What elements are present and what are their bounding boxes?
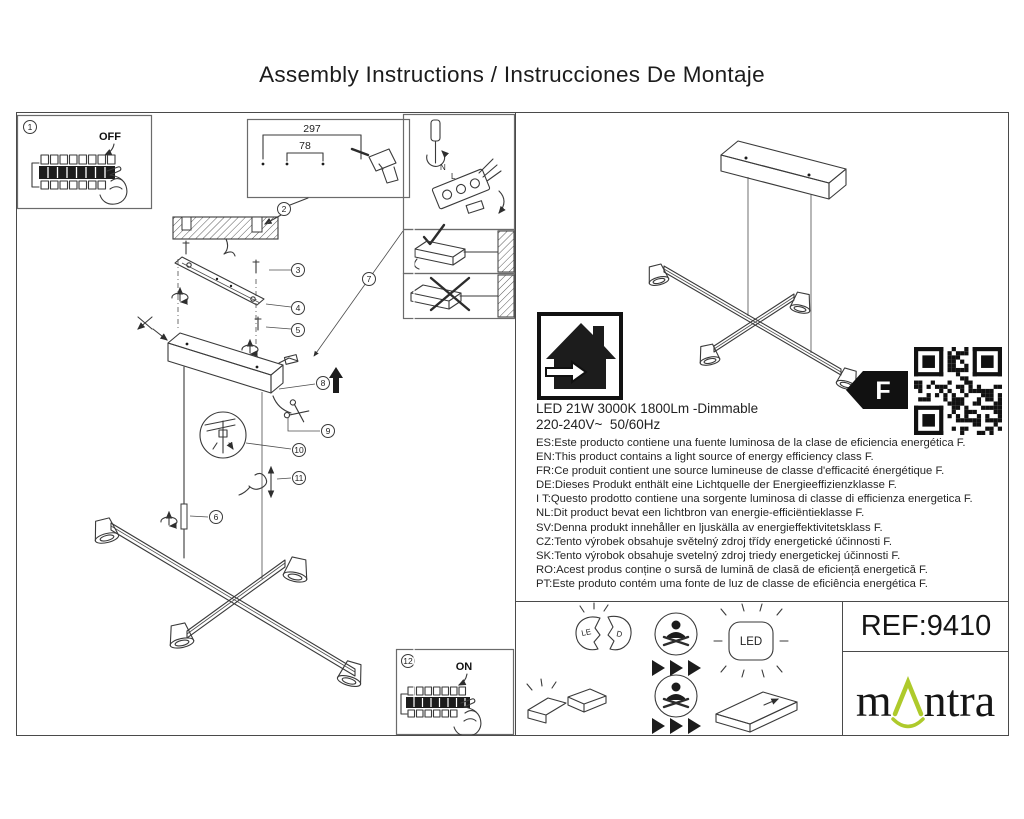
- drill-icon: [352, 149, 398, 183]
- service-icons-art: [516, 602, 842, 735]
- svg-text:3: 3: [295, 265, 301, 275]
- neutral-label: N: [440, 163, 446, 172]
- ref-box: [842, 601, 1009, 651]
- lang-line-de: DE:Dieses Produkt enthält eine Lichtquelle der Energieeffizienzklasse F.: [536, 479, 897, 492]
- brand-box: [842, 651, 1008, 735]
- outer-dimension: 297: [303, 123, 321, 135]
- svg-text:D: D: [615, 629, 624, 640]
- svg-text:8: 8: [320, 378, 326, 388]
- cable-clamp: [466, 201, 484, 214]
- spec-voltage: 220-240V~ 50/60Hz: [536, 417, 661, 432]
- brand-caret-icon: [889, 674, 927, 734]
- rotate-icon: [161, 512, 177, 526]
- ceiling-section: [173, 217, 278, 256]
- cross-icon: [431, 278, 469, 310]
- step-number: 2: [281, 204, 287, 214]
- cross-arrows-icon: [138, 317, 152, 329]
- main-frame: [16, 112, 1009, 736]
- cut-excess-cable: [273, 396, 335, 438]
- spec-led: LED 21W 3000K 1800Lm -Dimmable: [536, 401, 759, 416]
- live-label: L: [451, 172, 456, 181]
- wires: [479, 159, 501, 181]
- up-arrow-icon: [329, 367, 343, 393]
- lang-line-ro: RO:Acest produs conține o sursă de lumină de clasă de eficiență energetică F.: [536, 563, 928, 576]
- led-replacement-icon: [714, 604, 788, 677]
- brand-text-right: ntra: [923, 675, 996, 726]
- assembly-panel: [17, 113, 515, 735]
- power-off-label: OFF: [99, 131, 121, 143]
- rotate-icon: [242, 340, 258, 354]
- lang-line-fr: FR:Ce produit contient une source lumineuse de classe d'efficacité énergétique F.: [536, 465, 945, 478]
- lang-line-pt: PT:Este produto contém uma fonte de luz de classe de eficiência energética F.: [536, 577, 928, 590]
- power-on-label: ON: [455, 661, 473, 673]
- mounting-bracket: [172, 241, 305, 359]
- breaker-panel-icon: [401, 207, 470, 717]
- lang-line-sv: SV:Denna produkt innehåller en ljuskälla av energieffektivitetsklass F.: [536, 521, 883, 534]
- step-12-power-on: [397, 207, 514, 735]
- step-2-drilling-template: [248, 120, 410, 225]
- wiring-inset: [404, 115, 515, 319]
- service-icons: [516, 601, 842, 736]
- cable-lock-detail: [200, 412, 306, 458]
- screw-icon: [253, 260, 259, 273]
- screwdriver-icon: [427, 120, 445, 166]
- inner-dimension: 78: [299, 140, 311, 152]
- svg-text:4: 4: [295, 303, 301, 313]
- svg-text:10: 10: [294, 445, 304, 455]
- screw-icon: [183, 241, 189, 254]
- lang-line-en: EN:This product contains a light source of energy efficiency class F.: [536, 451, 874, 464]
- technician-icon: [655, 675, 697, 717]
- lang-line-nl: NL:Dit product bevat een lichtbron van energie-efficiëntieklasse F.: [536, 507, 865, 520]
- product-panel: [515, 113, 1009, 735]
- technician-icon: [655, 613, 697, 655]
- assembly-diagram: [17, 113, 515, 735]
- step-number: 1: [27, 122, 33, 132]
- svg-text:6: 6: [213, 512, 219, 522]
- spotlight-icon: [91, 517, 120, 546]
- hand-adjust-cable: [239, 467, 271, 497]
- step-1-power-off: [18, 116, 152, 209]
- rotate-icon: [172, 288, 188, 302]
- svg-text:5: 5: [295, 325, 301, 335]
- driver-replacement-icon: [716, 692, 797, 732]
- brand-logo: [855, 674, 996, 726]
- lang-line-cz: CZ:Tento výrobek obsahuje světelný zdroj třídy energetické účinnosti F.: [536, 535, 893, 548]
- fixture-frame: [91, 517, 366, 689]
- mains-wires: [224, 239, 235, 256]
- scissors-icon: [284, 399, 311, 425]
- arrows-icon: [652, 718, 701, 734]
- page-title: Assembly Instructions / Instrucciones De Montaje: [259, 62, 765, 87]
- suspension-rods: [161, 367, 306, 579]
- spotlight-icon: [282, 556, 310, 584]
- lang-line-es: ES:Este producto contiene una fuente luminosa de la clase de eficiencia energética F.: [536, 437, 966, 449]
- broken-led-icon: [576, 603, 631, 650]
- indoor-use-icon: [536, 311, 624, 401]
- arrows-icon: [652, 660, 701, 676]
- energy-class-letter: F: [875, 377, 891, 405]
- brand-text-left: m: [855, 675, 892, 726]
- svg-text:11: 11: [294, 473, 304, 483]
- svg-text:LED: LED: [739, 636, 763, 648]
- broken-driver-icon: [527, 679, 606, 723]
- ref-label: REF:9410: [860, 610, 992, 642]
- rod-coupler: [181, 504, 187, 529]
- junction-box-ok: [414, 241, 498, 269]
- breaker-panel-icon: [32, 155, 115, 189]
- lang-line-sk: SK:Tento výrobok obsahuje svetelný zdroj triedy energetickej účinnosti F.: [536, 549, 901, 562]
- step-number: 12: [403, 656, 413, 666]
- svg-text:9: 9: [325, 426, 331, 436]
- svg-text:LE: LE: [580, 627, 592, 638]
- svg-text:7: 7: [366, 274, 372, 284]
- spec-block: [536, 401, 1006, 591]
- terminal-block-icon: [432, 169, 490, 210]
- lang-line-it: I T:Questo prodotto contiene una sorgente luminosa di classe di efficienza energetica F.: [536, 493, 973, 506]
